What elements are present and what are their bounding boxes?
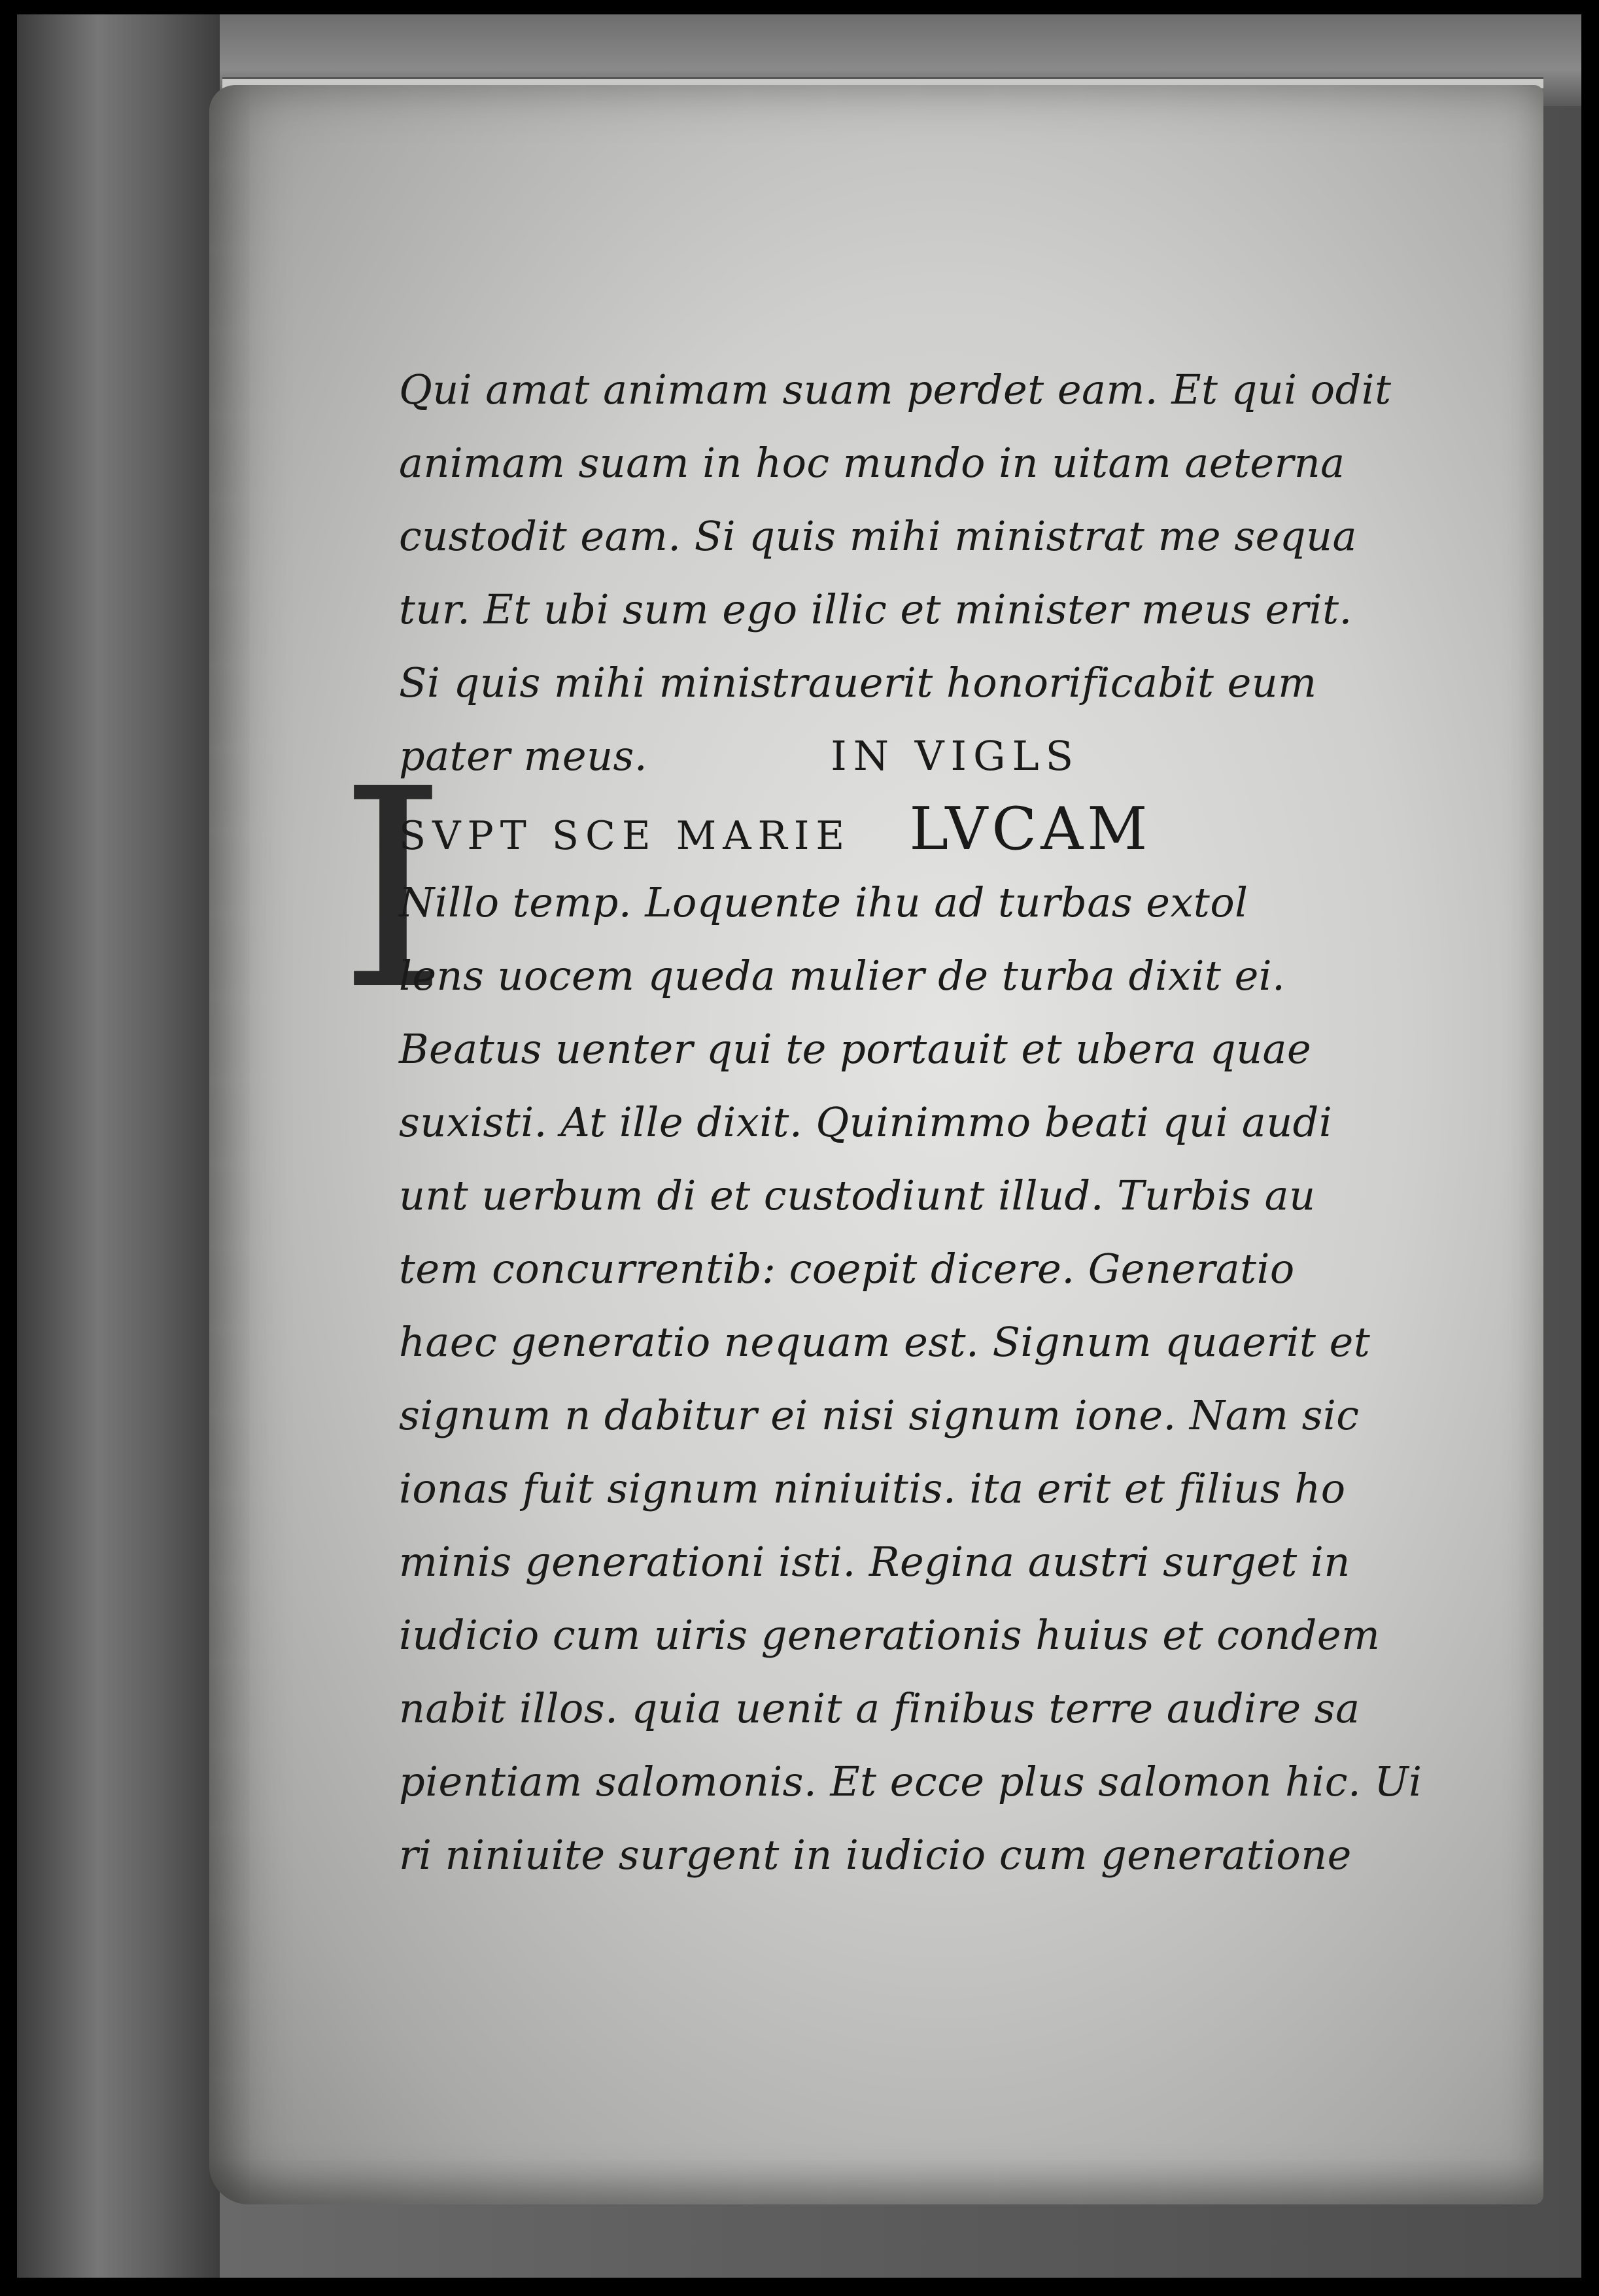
text-line: pater meus. [399, 732, 648, 780]
text-line: pientiam salomonis. Et ecce plus salomon hic. Ui [399, 1758, 1422, 1805]
rubric-heading-big: LVCAM [909, 795, 1152, 863]
rubric-heading-2: SVPT SCE MARIE [399, 813, 851, 859]
manuscript-text [399, 353, 1426, 1892]
text-line: signum n dabitur ei nisi signum ione. Nam sic [399, 1391, 1360, 1439]
text-line: lens uocem queda mulier de turba dixit ei. [399, 952, 1286, 1000]
text-line: ionas fuit signum niniuitis. ita erit et filius ho [399, 1465, 1346, 1512]
text-line: Nillo temp. Loquente ihu ad turbas extol [399, 878, 1248, 926]
rubric-heading-1: IN VIGLS [831, 732, 1080, 780]
text-line: custodit eam. Si quis mihi ministrat me sequa [399, 512, 1357, 560]
text-line: ri niniuite surgent in iudicio cum generatione [399, 1831, 1352, 1879]
text-line: tur. Et ubi sum ego illic et minister meus erit. [399, 585, 1352, 633]
text-line: Si quis mihi ministrauerit honorificabit eum [399, 659, 1317, 706]
text-line: animam suam in hoc mundo in uitam aeterna [399, 439, 1345, 487]
text-line: minis generationi isti. Regina austri surget in [399, 1538, 1350, 1586]
text-line: nabit illos. quia uenit a finibus terre audire sa [399, 1684, 1360, 1732]
text-line-with-heading [399, 720, 1426, 793]
text-line: Qui amat animam suam perdet eam. Et qui odit [399, 366, 1392, 413]
decorated-initial: I [339, 731, 447, 1051]
text-line: tem concurrentib: coepit dicere. Generatio [399, 1245, 1295, 1293]
rubric-heading-line [399, 793, 1426, 866]
text-line: unt uerbum di et custodiunt illud. Turbis au [399, 1172, 1316, 1219]
text-line: Beatus uenter qui te portauit et ubera quae [399, 1025, 1312, 1073]
text-line: haec generatio nequam est. Signum quaerit et [399, 1318, 1371, 1366]
binding-strip [17, 14, 220, 2278]
text-line: suxisti. At ille dixit. Quinimmo beati qui audi [399, 1098, 1333, 1146]
text-line: iudicio cum uiris generationis huius et condem [399, 1611, 1381, 1659]
